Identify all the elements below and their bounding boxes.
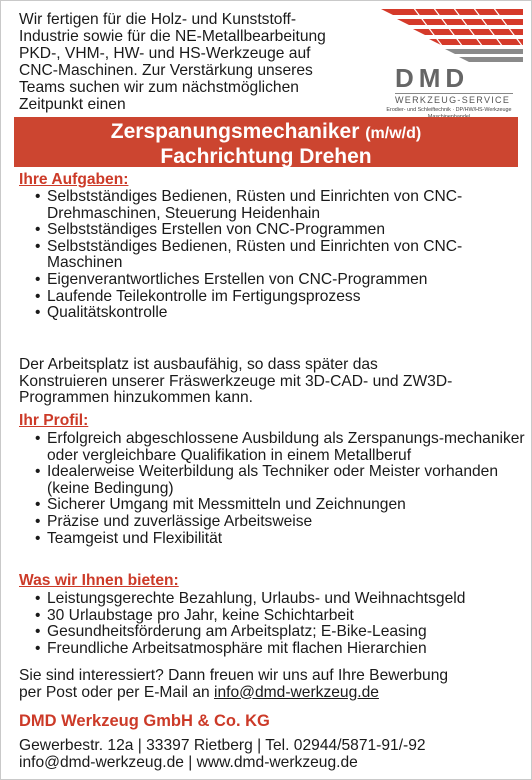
job-title-banner bbox=[14, 117, 518, 167]
job-title-line1 bbox=[14, 120, 518, 145]
list-item: • Sicherer Umgang mit Messmitteln und Zeichnungen bbox=[35, 497, 525, 514]
list-item: • Selbstständiges Bedienen, Rüsten und Einrichten von CNC-Maschinen bbox=[35, 239, 525, 272]
profile-list bbox=[35, 431, 525, 547]
intro-text: Wir fertigen für die Holz- und Kunststoff- Industrie sowie für die NE-Metallbearbeitung PKD-, VHM-, HW- und HS-Werkzeuge auf CNC-Maschinen. Zur Verstärkung unseres Teams suchen wir zum nächstmöglichen Zeitpunkt einen bbox=[19, 11, 326, 113]
tasks-list bbox=[35, 189, 525, 322]
profile-heading: Ihr Profil: bbox=[19, 412, 89, 429]
list-item: • Selbstständiges Erstellen von CNC-Programmen bbox=[35, 222, 525, 239]
offer-list bbox=[35, 591, 525, 657]
list-item: • Gesundheitsförderung am Arbeitsplatz; E-Bike-Leasing bbox=[35, 624, 525, 641]
list-item: • Präzise und zuverlässige Arbeitsweise bbox=[35, 514, 525, 531]
list-item: • Leistungsgerechte Bezahlung, Urlaubs- und Weihnachtsgeld bbox=[35, 591, 525, 608]
closing-text bbox=[19, 668, 519, 701]
list-item: • 30 Urlaubstage pro Jahr, keine Schichtarbeit bbox=[35, 608, 525, 625]
logo-tagline: WERKZEUG-SERVICE bbox=[395, 93, 513, 105]
email-link[interactable]: info@dmd-werkzeug.de bbox=[214, 683, 379, 701]
list-item: • Qualitätskontrolle bbox=[35, 305, 525, 322]
list-item: • Erfolgreich abgeschlossene Ausbildung als Zerspanungs-mechaniker oder vergleichbare Qualifikation in einem Metallberuf bbox=[35, 431, 525, 464]
gender-note: (m/w/d) bbox=[365, 125, 422, 142]
company-logo bbox=[373, 7, 525, 125]
offer-heading: Was wir Ihnen bieten: bbox=[19, 572, 179, 589]
logo-wordmark: DMD bbox=[395, 63, 470, 93]
list-item: • Freundliche Arbeitsatmosphäre mit flachen Hierarchien bbox=[35, 641, 525, 658]
workplace-note: Der Arbeitsplatz ist ausbaufähig, so dass später das Konstruieren unserer Fräswerkzeuge mit 3D-CAD- und ZW3D- Programmen hinzukommen kann. bbox=[19, 356, 453, 407]
logo-stripes-graphic bbox=[373, 7, 525, 67]
tasks-heading: Ihre Aufgaben: bbox=[19, 171, 129, 188]
list-item: • Laufende Teilekontrolle im Fertigungsprozess bbox=[35, 289, 525, 306]
list-item: • Idealerweise Weiterbildung als Techniker oder Meister vorhanden (keine Bedingung) bbox=[35, 464, 525, 497]
list-item: • Eigenverantwortliches Erstellen von CNC-Programmen bbox=[35, 272, 525, 289]
job-title: Zerspanungsmechaniker bbox=[110, 120, 360, 143]
logo-subline: Erodier- und Schleiftechnik · DP/HW/HS-Werkzeuge bbox=[386, 107, 512, 113]
closing-sentence: Sie sind interessiert? Dann freuen wir uns auf Ihre Bewerbung per Post oder per E-Mail an bbox=[19, 667, 449, 701]
job-specialization: Fachrichtung Drehen bbox=[160, 145, 372, 168]
list-item: • Teamgeist und Flexibilität bbox=[35, 531, 525, 548]
contact-details: Gewerbestr. 12a | 33397 Rietberg | Tel. 02944/5871-91/-92 info@dmd-werkzeug.de | www.dmd-werkzeug.de bbox=[19, 737, 426, 771]
list-item: • Selbstständiges Bedienen, Rüsten und Einrichten von CNC-Drehmaschinen, Steuerung Heidenhain bbox=[35, 189, 525, 222]
company-name: DMD Werkzeug GmbH & Co. KG bbox=[19, 712, 270, 730]
